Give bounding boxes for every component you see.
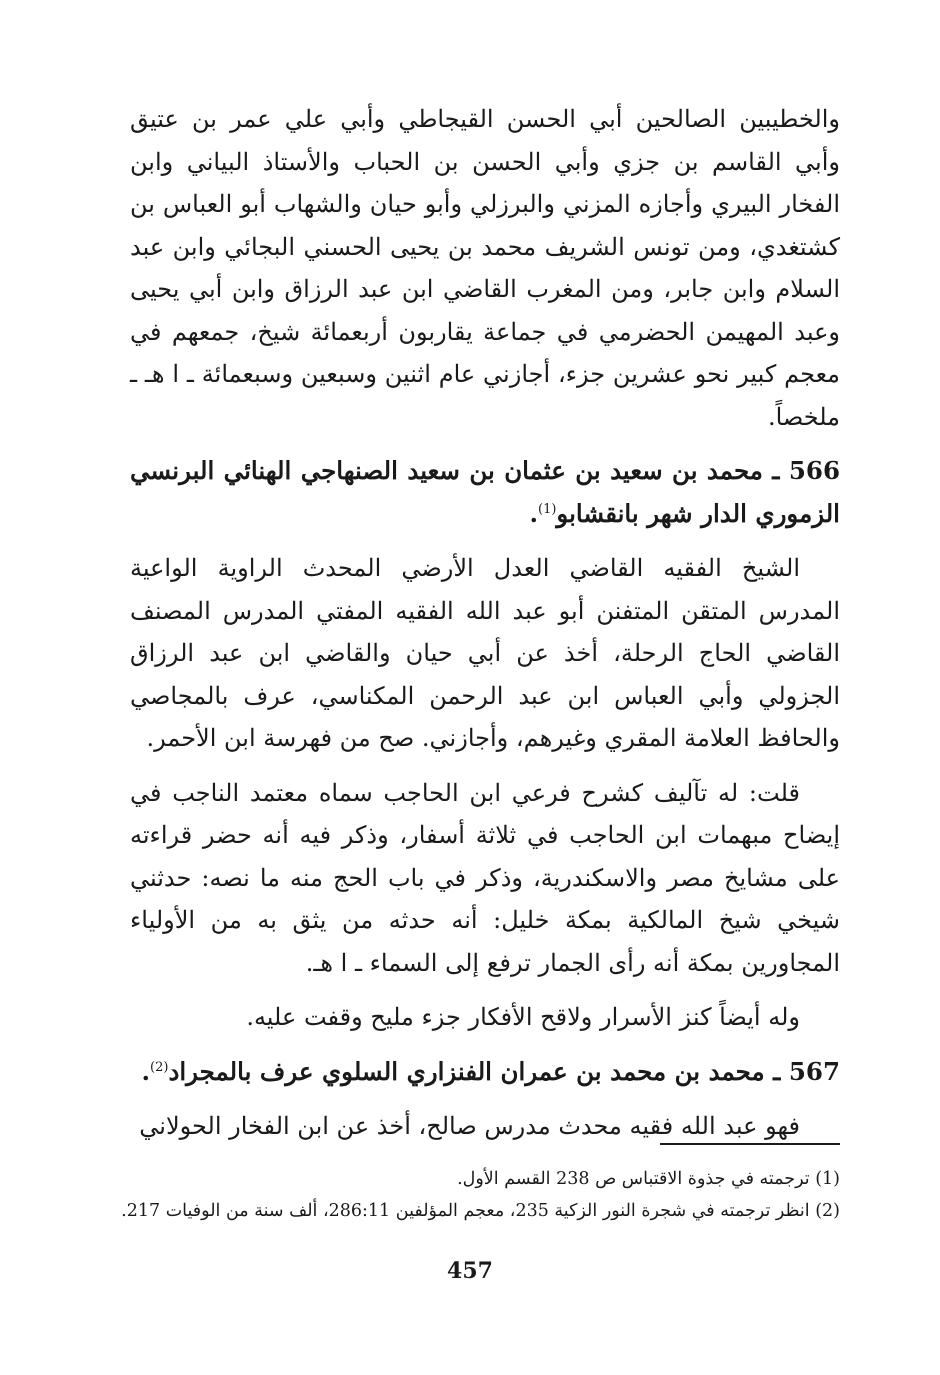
entry-heading-566: 566 ـ محمد بن سعيد بن عثمان بن سعيد الصنهاجي الهنائي البرنسي الزموري الدار شهر بانقشابو$^{(1)}$. xyxy=(130,456,840,528)
paragraph-continuation: والخطيبين الصالحين أبي الحسن القيجاطي وأبي علي عمر بن عتيق وأبي القاسم بن جزي وأبي الحسن بن الحباب والأستاذ البياني وابن الفخار البيري وأجازه المزني والبرزلي وأبو حيان والشهاب أبو العباس بن كشتغدي، ومن تونس الشريف محمد بن يحيى الحسني البجائي وابن عبد السلام وابن جابر، ومن المغرب القاضي ابن عبد الرزاق وابن أبي يحيى وعبد المهيمن الحضرمي في جماعة يقاربون أربعمائة شيخ، جمعهم في معجم كبير نحو عشرين جزء، أجازني عام اثنين وسبعين وسبعمائة ـ ا هـ ـ ملخصاً. xyxy=(130,105,840,431)
footnote-ref-1: (1) xyxy=(537,501,557,517)
entry-title: 567 ـ محمد بن محمد بن عمران الفنزاري السلوي عرف بالمجراد xyxy=(168,1056,840,1086)
paragraph-note-works: قلت: له تآليف كشرح فرعي ابن الحاجب سماه معتمد الناجب في إيضاح مبهمات ابن الحاجب في ثلاثة أسفار، وذكر فيه أنه حضر قراءته على مشايخ مصر والاسكندرية، وذكر في باب الحج منه ما نصه: حدثني شيخي شيخ المالكية بمكة خليل: أنه حدثه من يثق به من الأولياء المجاورين بمكة أنه رأى الجمار ترفع إلى السماء ـ ا هـ. xyxy=(130,778,840,977)
footnote-2: (2) انظر ترجمته في شجرة النور الزكية 235، معجم المؤلفين 286:11، ألف سنة من الوفيات 217. xyxy=(121,1201,840,1221)
footnote-divider xyxy=(660,1143,840,1145)
page-number: 457 xyxy=(447,1258,493,1284)
entry-title: 566 ـ محمد بن سعيد بن عثمان بن سعيد الصنهاجي الهنائي البرنسي الزموري الدار شهر بانقشابو xyxy=(130,456,840,528)
footnote-1: (1) ترجمته في جذوة الاقتباس ص 238 القسم الأول. xyxy=(457,1169,840,1189)
paragraph-biography-566: الشيخ الفقيه القاضي العدل الأرضي المحدث الراوية الواعية المدرس المتقن المتفنن أبو عبد الله الفقيه المفتي المدرس المصنف القاضي الحاج الرحلة، أخذ عن أبي حيان والقاضي ابن عبد الرزاق الجزولي وأبي العباس ابن عبد الرحمن المكناسي، عرف بالمجاصي والحافظ العلامة المقري وغيرهم، وأجازني. صح من فهرسة ابن الأحمر. xyxy=(130,554,841,752)
footnotes xyxy=(121,1163,840,1227)
paragraph-biography-567: فهو عبد الله فقيه محدث مدرس صالح، أخذ عن ابن الفخار الحولاني xyxy=(139,1112,800,1140)
paragraph-additional-work: وله أيضاً كنز الأسرار ولاقح الأفكار جزء مليح وقفت عليه. xyxy=(246,1003,800,1031)
footnote-ref-2: (2) xyxy=(150,1059,169,1075)
page-body xyxy=(130,98,840,1148)
entry-heading-567: 567 ـ محمد بن محمد بن عمران الفنزاري السلوي عرف بالمجراد$^{(2)}$. xyxy=(141,1056,840,1086)
